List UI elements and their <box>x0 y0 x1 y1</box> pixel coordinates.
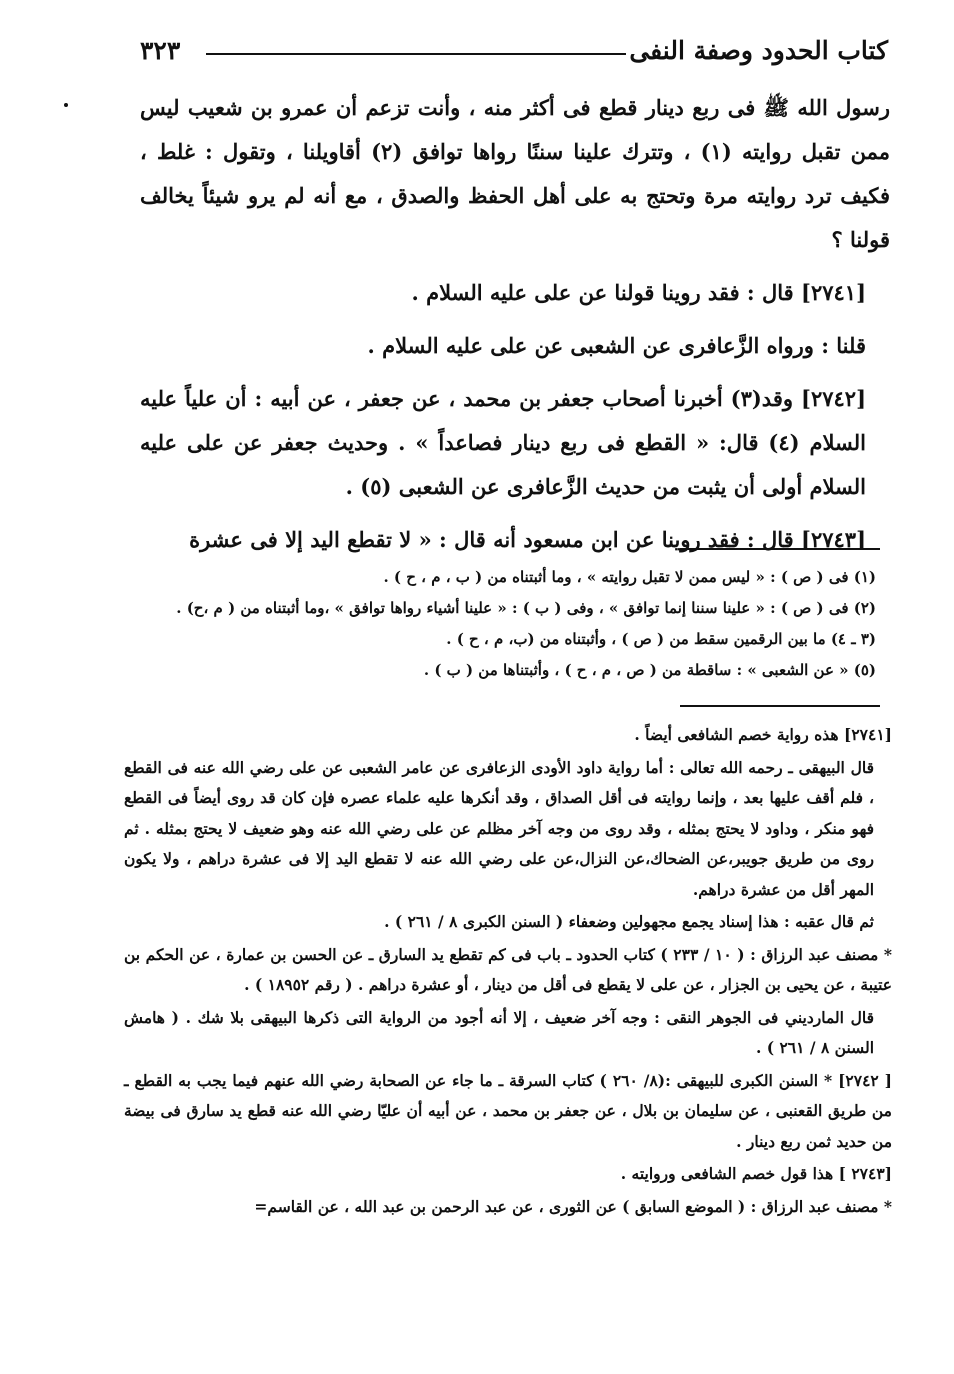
footnote: (٣ ـ ٤) ما بين الرقمين سقط من ( ص ) ، وأثبتناه من (ب، م ، ح ) . <box>446 630 876 648</box>
main-paragraph: قلنا : ورواه الزَّعافرى عن الشعبى عن على عليه السلام . <box>367 333 866 358</box>
main-paragraph: [٢٧٤٢] وقد(٣) أخبرنا أصحاب جعفر بن محمد ، عن جعفر ، عن أبيه : أن علياً عليه السلام (٤) قال: « القطع فى ربع دينار فصاعداً » . وحديث جعفر عن على عليه السلام أولى أن يثبت من حديث الزَّعافرى عن الشعبى (٥) . <box>140 386 866 499</box>
footnotes <box>140 562 880 686</box>
commentary-paragraph: ثم قال عقبه : هذا إسناد يجمع مجهولين وضعفاء ( السنن الكبرى ٨ / ٢٦١ ) . <box>384 912 874 931</box>
main-paragraph: [٢٧٤٣] قال : فقد روينا عن ابن مسعود أنه قال : « لا تقطع اليد إلا فى عشرة <box>189 527 866 552</box>
main-paragraph: [٢٧٤١] قال : فقد روينا قولنا عن على عليه السلام . <box>411 280 866 305</box>
margin-mark <box>64 103 68 107</box>
commentary-paragraph: [ ٢٧٤٢] * السنن الكبرى للبيهقى :(٨/ ٢٦٠ ) كتاب السرقة ـ ما جاء عن الصحابة رضي الله عنهم فيما يجب به القطع ـ من طريق القعنبى ، عن سليمان بن بلال ، عن جعفر بن محمد ، عن أبيه أن عليّا رضي الله عنه قطع يد سارق فى بيضة من حديد ثمن ربع دينار . <box>124 1070 893 1151</box>
commentary-paragraph: * مصنف عبد الرزاق : ( ١٠ / ٢٣٣ ) كتاب الحدود ـ باب فى كم تقطع يد السارق ـ عن الحسن بن عمارة ، عن الحكم بن عتيبة ، عن يحيى بن الجزار ، عن على لا يقطع فى أقل من دينار ، أو عشرة دراهم . ( رقم ١٨٩٥٢ ) . <box>124 944 892 994</box>
header-rule <box>206 53 626 55</box>
footnote: (٢) فى ( ص ) : « علينا سننا إنما توافق » ، وفى ( ب ) : « علينا أشياء رواها توافق » ،وما أثبتناه من ( م ،ح) . <box>176 599 876 617</box>
running-header <box>140 36 888 76</box>
commentary-paragraph: قال المارديني فى الجوهر النقى : وجه آخر ضعيف ، إلا أنه أجود من الرواية التى ذكرها البيهقى بلا شك . ( هامش السنن ٨ / ٢٦١ ) . <box>124 1007 874 1057</box>
footnote-divider <box>680 548 880 550</box>
commentary-paragraph: [٢٧٤١] هذه رواية خصم الشافعى أيضاً . <box>634 725 892 744</box>
page-number: ٣٢٣ <box>140 36 181 65</box>
main-text <box>140 86 890 571</box>
commentary-paragraph: [٢٧٤٣ ] هذا قول خصم الشافعى وروايته . <box>620 1164 892 1183</box>
footnote: (١) فى ( ص ) : « ليس ممن لا تقبل روايته » ، وما أثبتناه من ( ب ، م ، ح ) . <box>383 568 876 586</box>
commentary-paragraph: قال البيهقى ـ رحمه الله تعالى : أما رواية داود الأودى الزعافرى عن عامر الشعبى عن على رضي الله عنه فى القطع ، فلم أقف عليها بعد ، وإنما روايته فى أقل الصداق ، وقد أنكرها عليه علماء عصره فإن كان قد روى أيضاً فى القطع فهو منكر ، وداود لا يحتج بمثله ، وقد روى من وجه آخر مظلم عن على رضي الله عنه وهو ضعيف لا يحتج بمثله . ثم روى من طريق جويبر،عن الضحاك،عن النزال،عن على رضي الله عنه لا تقطع اليد إلا فى عشرة دراهم ، ولا يكون المهر أقل من عشرة دراهم. <box>124 757 874 899</box>
commentary <box>124 720 892 1224</box>
main-paragraph: رسول الله ﷺ فى ربع دينار قطع فى أكثر منه ، وأنت تزعم أن عمرو بن شعيب ليس ممن تقبل روايته (١) ، وتترك علينا سننًا رواها توافق (٢) أقاويلنا ، وتقول : غلط ، فكيف ترد روايته مرة وتحتج به على أهل الحفظ والصدق ، مع أنه لم يرو شيئاً يخالف قولنا ؟ <box>140 95 891 252</box>
chapter-title: كتاب الحدود وصفة النفى <box>629 36 888 65</box>
commentary-divider <box>680 705 880 707</box>
footnote: (٥) « عن الشعبى » : ساقطة من ( ص ، م ، ح ) ، وأثبتناها من ( ب ) . <box>423 661 876 679</box>
commentary-paragraph: * مصنف عبد الرزاق : ( الموضع السابق ) عن الثورى ، عن عبد الرحمن بن عبد الله ، عن القاسم= <box>254 1196 892 1216</box>
